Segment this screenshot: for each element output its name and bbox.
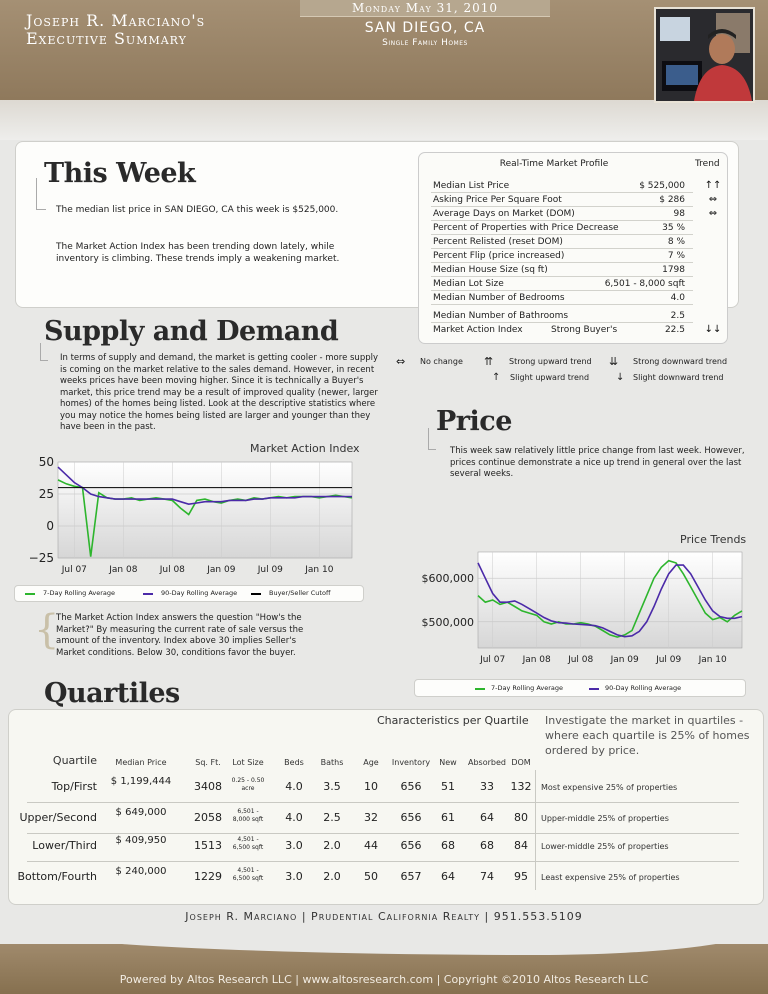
quartile-cell-lot2: 6,500 sqft [232,844,264,851]
heading-bracket [428,428,436,450]
x-tick-label: Jul 07 [480,655,506,665]
no-change-arrow-icon: ⇔ [396,355,406,368]
quartile-cell-age: 44 [364,839,378,852]
quartile-column-header: Sq. Ft. [195,758,221,767]
market-profile-row [431,207,693,221]
x-tick-label: Jul 07 [61,565,87,575]
row-divider [27,833,739,834]
quartile-column-header: Age [363,758,379,767]
quartile-cell-name: Upper/Second [19,811,97,824]
quartile-cell-sqft: 2058 [194,811,222,824]
legend-slight-down: Slight downward trend [633,373,724,382]
legend-slight-up: Slight upward trend [510,373,590,382]
legend-no-change: No change [420,357,463,366]
market-profile-row [431,323,693,337]
supply-demand-text: In terms of supply and demand, the market is getting cooler - more supply is coming on the market relative to the sales demand. However, in recent weeks prices have been moving higher. Since it is technically a Buyer's market, this price trend may be a result of improved quality (newer, larger homes) of the homes being listed. Look at the descriptive statistics where you may notice the homes being listed are larger and younger than they have been in the past. [60,353,378,432]
quartiles-title: Characteristics per Quartile [377,714,529,727]
quartile-cell-lot1: 6,501 - [237,808,259,815]
quartile-column-header: Absorbed [468,758,506,767]
quartile-cell-abs: 64 [480,811,494,824]
quartile-cell-beds: 4.0 [285,780,303,793]
market-profile-row [431,277,693,291]
quartile-cell-baths: 2.0 [323,839,341,852]
market-profile-row [431,291,693,305]
mai-legend-cutoff: Buyer/Seller Cutoff [269,589,331,597]
quartile-cell-price: $ 409,950 [115,835,167,846]
price-text: This week saw relatively little price change from last week. However, prices continue demonstrate a nice up trend in general over the last several weeks. [450,446,745,479]
quartile-cell-new: 61 [441,811,455,824]
property-type-label: Single Family Homes [382,38,468,48]
profile-row-label: Percent Flip (price increased) [433,251,565,261]
x-tick-label: Jan 08 [109,565,138,575]
profile-row-value: 98 [673,209,685,219]
quartile-cell-baths: 3.5 [323,780,341,793]
quartile-column-header: DOM [511,758,531,767]
quartile-cell-name: Bottom/Fourth [17,870,97,883]
quartile-cell-beds: 4.0 [285,811,303,824]
quartile-cell-sqft: 3408 [194,780,222,793]
profile-row-label: Market Action Index [433,325,523,335]
legend-swatch-black [251,593,261,595]
supply-demand-heading: Supply and Demand [44,316,339,347]
market-profile-row [431,249,693,263]
quartile-cell-price: $ 649,000 [115,807,167,818]
legend-swatch-purple [143,593,153,595]
strong-down-arrow-icon: ⇊ [609,355,619,368]
price-plot [412,546,768,672]
profile-row-value: 1798 [662,265,685,275]
quartile-cell-name: Lower/Third [32,839,97,852]
row-divider [27,802,739,803]
profile-row-value: 8 % [667,237,685,247]
x-tick-label: Jan 09 [207,565,236,575]
profile-row-label: Median List Price [433,181,510,191]
header-title-line2: Executive Summary [26,29,187,48]
quartile-cell-lot1: 0.25 - 0.50 [231,777,265,784]
plot-area [478,552,742,648]
quartile-cell-lot1: 4,501 - [237,867,259,874]
contact-line: Joseph R. Marciano | Prudential California Realty | 951.553.5109 [185,910,583,923]
quartile-cell-desc: Lower-middle 25% of properties [541,842,669,851]
city-label: SAN DIEGO, CA [364,20,486,36]
x-tick-label: Jan 10 [305,565,334,575]
profile-row-value: $ 286 [659,195,685,205]
price-heading: Price [436,406,512,437]
quartile-column-header: Beds [284,758,304,767]
quartiles-note: Investigate the market in quartiles - where each quartile is 25% of homes ordered by price. [545,714,750,757]
profile-row-value: 35 % [662,223,685,233]
quartile-cell-price: $ 1,199,444 [110,776,172,787]
trend-arrow-icon: ⇔ [708,208,718,219]
quartile-cell-age: 50 [364,870,378,883]
profile-row-value: $ 525,000 [639,181,685,191]
profile-row-label: Median Lot Size [433,279,504,289]
quartile-cell-beds: 3.0 [285,870,303,883]
quartile-column-header: Quartile [52,754,97,767]
quartile-cell-new: 64 [441,870,455,883]
mai-legend-7day: 7-Day Rolling Average [43,589,116,597]
header-swoosh [0,100,768,140]
x-tick-label: Jan 09 [610,655,639,665]
this-week-para1: The median list price in SAN DIEGO, CA this week is $525,000. [56,205,339,215]
legend-strong-down: Strong downward trend [633,357,728,366]
quartile-cell-desc: Least expensive 25% of properties [541,873,680,882]
market-action-chart [0,440,370,590]
profile-row-value: 4.0 [670,293,685,303]
y-tick-label: 25 [38,487,54,501]
price-chart-title: Price Trends [680,533,747,546]
brace-icon: { [34,607,60,653]
market-profile-row [431,263,693,277]
quartile-cell-baths: 2.5 [323,811,341,824]
profile-row-label: Percent of Properties with Price Decrease [433,223,619,233]
quartile-cell-baths: 2.0 [323,870,341,883]
quartile-cell-abs: 74 [480,870,494,883]
mai-plot [0,454,370,590]
price-legend-90day: 90-Day Rolling Average [605,684,682,692]
legend-swatch-green [475,688,485,690]
mai-legend-90day: 90-Day Rolling Average [161,589,238,597]
quartile-cell-sqft: 1513 [194,839,222,852]
quartile-cell-abs: 68 [480,839,494,852]
market-profile-row [431,235,693,249]
profile-row-value: 2.5 [670,311,685,321]
x-tick-label: Jul 09 [656,655,682,665]
y-tick-label: $500,000 [421,615,474,629]
footer-copyright: Powered by Altos Research LLC | www.altosresearch.com | Copyright ©2010 Altos Research LLC [119,973,649,986]
y-tick-label: 0 [46,519,54,533]
x-tick-label: Jan 10 [698,655,727,665]
profile-row-value: 6,501 - 8,000 sqft [604,279,685,289]
x-tick-label: Jul 09 [257,565,283,575]
mai-note: The Market Action Index answers the question "How's the Market?" By measuring the current rate of sale versus the amount of the inventory. Index above 30 implies Seller's Market conditions. Below 30, conditions favor the buyer. [56,613,304,658]
report-date: Monday May 31, 2010 [300,0,550,17]
quartile-column-header: Inventory [391,758,431,767]
quartiles-heading: Quartiles [44,678,180,709]
market-profile-row [431,179,693,193]
quartile-cell-sqft: 1229 [194,870,222,883]
quartile-cell-age: 10 [364,780,378,793]
this-week-heading: This Week [44,158,196,189]
agent-photo [654,7,755,103]
quartile-cell-inv: 656 [400,780,422,793]
quartile-cell-new: 51 [441,780,455,793]
quartile-cell-name: Top/First [51,780,97,793]
legend-strong-up: Strong upward trend [509,357,592,366]
slight-down-arrow-icon: ↓ [616,372,625,383]
quartile-cell-lot2: 8,000 sqft [232,816,264,823]
market-profile-row [431,309,693,323]
profile-row-label: Asking Price Per Square Foot [433,195,562,205]
y-tick-label: $600,000 [421,572,474,586]
mai-legend [14,585,364,602]
y-tick-label: −25 [28,551,54,565]
quartile-column-header: New [439,758,457,767]
quartile-cell-dom: 95 [514,870,528,883]
profile-row-label: Median Number of Bedrooms [433,293,565,303]
profile-row-value: 7 % [667,251,685,261]
quartiles-card [8,709,764,905]
market-profile-row [431,193,693,207]
profile-row-value: 22.5 [664,325,685,335]
profile-row-label: Median Number of Bathrooms [433,311,569,321]
profile-row-label: Median House Size (sq ft) [433,265,548,275]
quartile-cell-price: $ 240,000 [115,866,167,877]
mai-chart-title: Market Action Index [250,442,360,455]
market-profile-table [418,152,728,344]
trend-arrow-icon: ↓↓ [704,324,722,335]
quartile-cell-inv: 656 [400,811,422,824]
profile-row-sub: Strong Buyer's [551,325,618,335]
plot-area [58,462,352,558]
quartile-cell-new: 68 [441,839,455,852]
header-title-line1: Joseph R. Marciano's [26,11,206,30]
quartile-cell-dom: 132 [510,780,532,793]
quartile-cell-lot2: acre [241,785,255,792]
quartile-cell-age: 32 [364,811,378,824]
slight-up-arrow-icon: ↑ [492,372,501,383]
quartile-cell-beds: 3.0 [285,839,303,852]
x-tick-label: Jul 08 [159,565,185,575]
quartile-column-header: Baths [320,758,344,767]
x-tick-label: Jul 08 [568,655,594,665]
strong-up-arrow-icon: ⇈ [484,355,494,368]
quartile-cell-desc: Upper-middle 25% of properties [541,814,669,823]
row-divider [27,861,739,862]
quartile-column-header: Median Price [115,758,167,767]
market-profile-row [431,221,693,235]
price-trends-chart [412,532,768,672]
heading-bracket [40,343,48,361]
quartile-cell-desc: Most expensive 25% of properties [541,783,678,792]
trend-column-header: Trend [695,159,720,169]
trend-legend [396,356,746,388]
quartile-cell-inv: 656 [400,839,422,852]
market-profile-title: Real-Time Market Profile [499,159,609,169]
table-divider [535,770,536,890]
quartile-column-header: Lot Size [232,758,264,767]
this-week-para2: The Market Action Index has been trending down lately, while inventory is climbing. These trends imply a weakening market. [56,242,340,264]
legend-swatch-green [25,593,35,595]
quartile-cell-inv: 657 [400,870,422,883]
profile-row-label: Average Days on Market (DOM) [433,209,575,219]
quartile-cell-dom: 80 [514,811,528,824]
quartile-cell-abs: 33 [480,780,494,793]
legend-swatch-purple [589,688,599,690]
quartile-cell-lot2: 6,500 sqft [232,875,264,882]
trend-arrow-icon: ⇔ [708,194,718,205]
y-tick-label: 50 [38,455,54,469]
profile-row-label: Percent Relisted (reset DOM) [433,237,563,247]
x-tick-label: Jan 08 [522,655,551,665]
price-legend-7day: 7-Day Rolling Average [491,684,564,692]
price-legend [414,679,746,697]
quartile-cell-dom: 84 [514,839,528,852]
trend-arrow-icon: ↑↑ [704,180,722,191]
quartile-cell-lot1: 4,501 - [237,836,259,843]
